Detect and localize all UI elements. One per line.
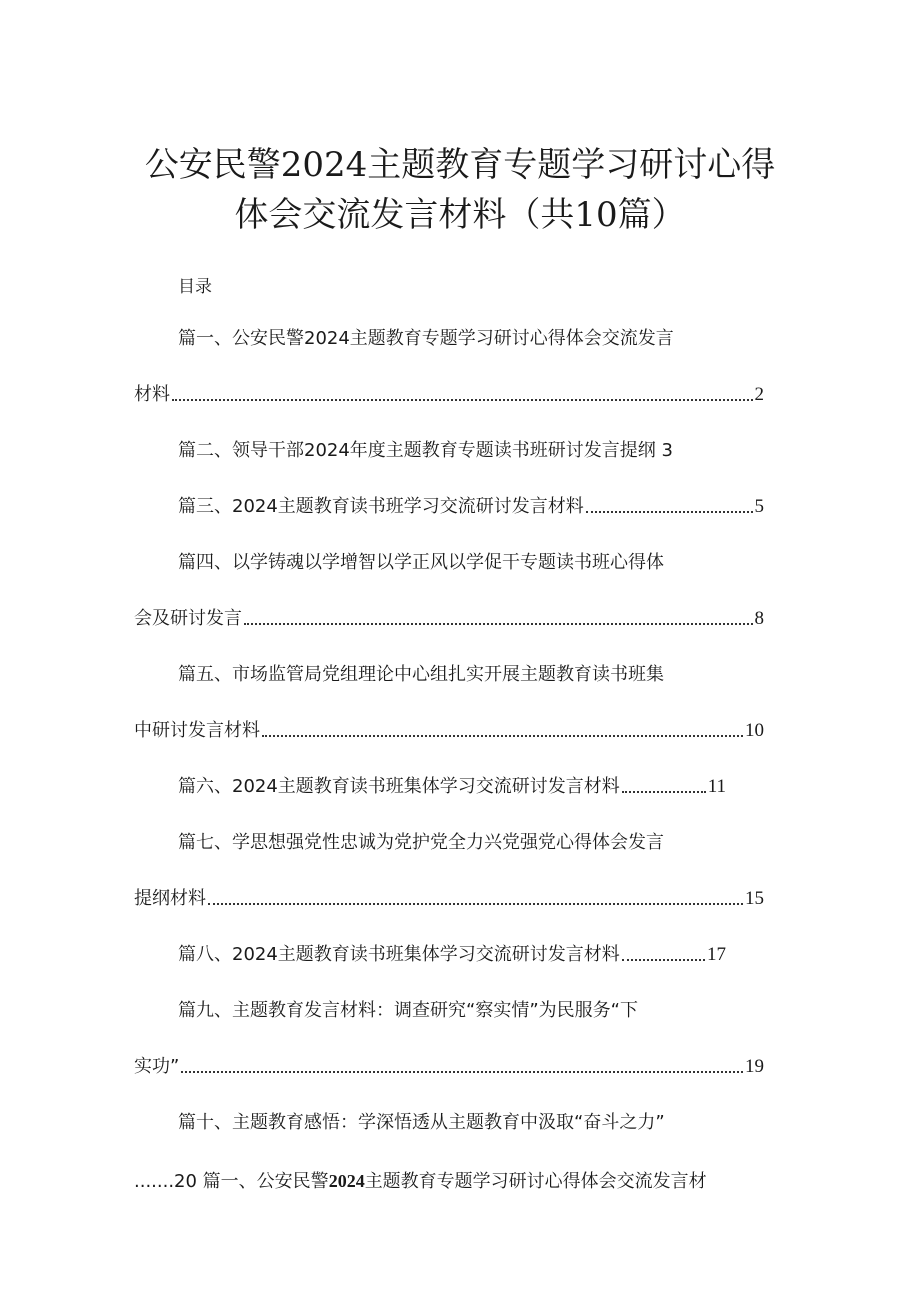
toc-entry-4-line-1[interactable]: 篇四、以学铸魂以学增智以学正风以学促干专题读书班心得体 — [178, 552, 664, 573]
toc-entry-text: 会及研讨发言 — [134, 608, 242, 629]
toc-entry-9-line-2[interactable] — [134, 1054, 764, 1080]
toc-entry-4-line-2[interactable] — [134, 606, 764, 632]
toc-entry-5-line-2[interactable] — [134, 718, 764, 744]
last-line-prefix: .......20 篇一、公安民警 — [134, 1171, 329, 1192]
toc-entry-8[interactable] — [178, 942, 726, 968]
toc-page-number: 15 — [745, 888, 764, 909]
toc-page-number: 8 — [754, 608, 764, 629]
document-title-line-1: 公安民警2024主题教育专题学习研讨心得 — [144, 145, 776, 185]
toc-entry-text: 篇六、2024主题教育读书班集体学习交流研讨发言材料 — [178, 776, 620, 797]
last-line-bold: 2024 — [328, 1171, 365, 1191]
dot-leader — [262, 735, 743, 737]
dot-leader — [181, 1071, 743, 1073]
toc-entry-10-line-1[interactable]: 篇十、主题教育感悟：学深悟透从主题教育中汲取“奋斗之力” — [178, 1112, 665, 1133]
document-title-line-2: 体会交流发言材料（共10篇） — [234, 195, 686, 235]
toc-page-number: 2 — [754, 384, 764, 405]
toc-entry-9-line-1[interactable]: 篇九、主题教育发言材料：调查研究“察实情”为民服务“下 — [178, 1000, 638, 1021]
toc-page-number: 19 — [745, 1056, 764, 1077]
body-text-start — [134, 1167, 707, 1193]
toc-entry-text: 提纲材料 — [134, 888, 206, 909]
toc-entry-2[interactable] — [178, 438, 673, 464]
dot-leader — [208, 903, 743, 905]
toc-entry-3[interactable] — [178, 494, 764, 520]
toc-page-number: 11 — [707, 776, 726, 797]
dot-leader — [622, 791, 706, 793]
toc-page-number: 10 — [745, 720, 764, 741]
toc-page-number: 17 — [707, 944, 726, 965]
toc-entry-1-line-2[interactable] — [134, 382, 764, 408]
toc-page-number: 3 — [661, 440, 673, 461]
toc-heading: 目录 — [178, 277, 212, 297]
toc-entry-7-line-2[interactable] — [134, 886, 764, 912]
toc-entry-text: 中研讨发言材料 — [134, 720, 260, 741]
dot-leader — [172, 399, 753, 401]
toc-entry-5-line-1[interactable]: 篇五、市场监管局党组理论中心组扎实开展主题教育读书班集 — [178, 664, 664, 685]
dot-leader — [244, 623, 753, 625]
dot-leader — [586, 511, 753, 513]
toc-entry-6[interactable] — [178, 774, 726, 800]
toc-entry-text: 实功” — [134, 1056, 180, 1077]
last-line-suffix: 主题教育专题学习研讨心得体会交流发言材 — [364, 1171, 707, 1192]
toc-page-number: 5 — [754, 496, 764, 517]
toc-entry-1-line-1[interactable]: 篇一、公安民警2024主题教育专题学习研讨心得体会交流发言 — [178, 328, 674, 349]
dot-leader — [622, 959, 705, 961]
toc-entry-text: 篇二、领导干部2024年度主题教育专题读书班研讨发言提纲 — [178, 440, 656, 461]
toc-entry-text: 篇三、2024主题教育读书班学习交流研讨发言材料 — [178, 496, 584, 517]
toc-entry-text: 篇八、2024主题教育读书班集体学习交流研讨发言材料 — [178, 944, 620, 965]
toc-entry-text: 材料 — [134, 384, 170, 405]
toc-entry-7-line-1[interactable]: 篇七、学思想强党性忠诚为党护党全力兴党强党心得体会发言 — [178, 832, 664, 853]
